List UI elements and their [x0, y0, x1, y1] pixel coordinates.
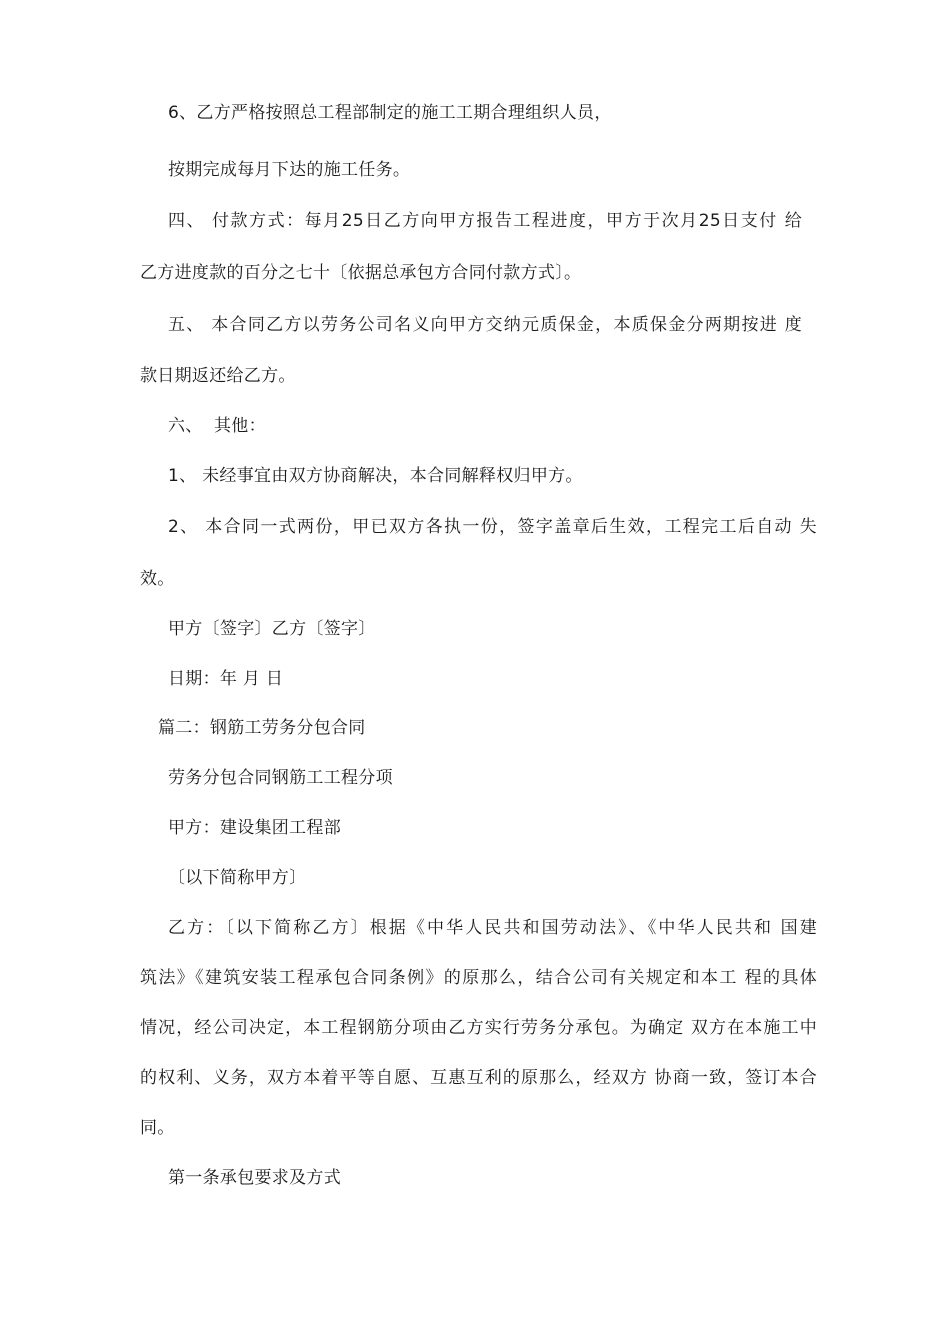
signature-line: 甲方〔签字〕乙方〔签字〕 — [168, 619, 376, 639]
contract-subtitle: 劳务分包合同钢筋工工程分项 — [168, 768, 393, 788]
paragraph-line: 款日期返还给乙方。 — [140, 366, 296, 386]
party-a-note: 〔以下简称甲方〕 — [168, 868, 307, 888]
paragraph-line: 乙方：〔以下简称乙方〕根据《中华人民共和国劳动法》、《中华人民共和 国建 — [168, 918, 817, 938]
paragraph-line: 6、乙方严格按照总工程部制定的施工工期合理组织人员， — [168, 103, 612, 123]
paragraph-line: 的权利、义务，双方本着平等自愿、互惠互利的原那么，经双方 协商一致，签订本合 — [140, 1068, 817, 1088]
paragraph-line: 筑法》《建筑安装工程承包合同条例》的原那么，结合公司有关规定和本工 程的具体 — [140, 968, 817, 988]
paragraph-line: 乙方进度款的百分之七十〔依据总承包方合同付款方式〕。 — [140, 263, 582, 283]
paragraph-line: 同。 — [140, 1118, 175, 1138]
paragraph-line: 四、 付款方式：每月25日乙方向甲方报告工程进度，甲方于次月25日支付 给 — [168, 211, 802, 231]
paragraph-line: 五、 本合同乙方以劳务公司名义向甲方交纳元质保金，本质保金分两期按进 度 — [168, 315, 802, 335]
section-title: 篇二：钢筋工劳务分包合同 — [158, 718, 366, 738]
paragraph-line: 1、 未经事宜由双方协商解决，本合同解释权归甲方。 — [168, 466, 583, 486]
date-line: 日期：年 月 日 — [168, 669, 284, 689]
party-a-line: 甲方：建设集团工程部 — [168, 818, 341, 838]
article-heading: 第一条承包要求及方式 — [168, 1168, 341, 1188]
paragraph-line: 2、 本合同一式两份，甲已双方各执一份，签字盖章后生效，工程完工后自动 失 — [168, 517, 817, 537]
paragraph-line: 情况，经公司决定，本工程钢筋分项由乙方实行劳务分承包。为确定 双方在本施工中 — [140, 1018, 817, 1038]
paragraph-line: 效。 — [140, 569, 175, 589]
section-heading: 六、 其他： — [168, 416, 266, 436]
paragraph-line: 按期完成每月下达的施工任务。 — [168, 160, 411, 180]
